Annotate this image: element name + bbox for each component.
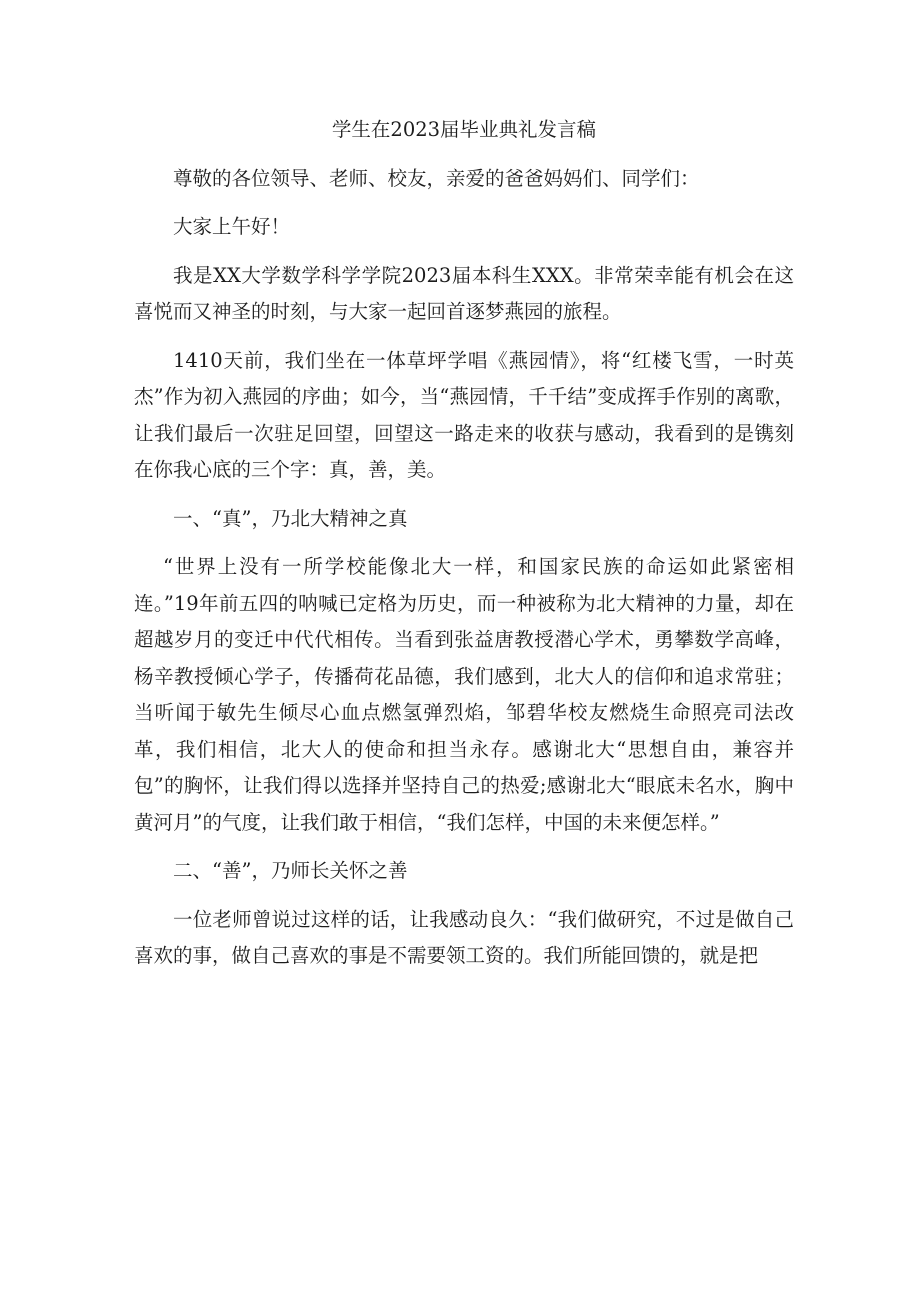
paragraph-salutation: 尊敬的各位领导、老师、校友，亲爱的爸爸妈妈们、同学们：: [173, 166, 700, 190]
document-title: 学生在2023届毕业典礼发言稿: [331, 118, 597, 141]
paragraph-journey: 1410天前，我们坐在一体草坪学唱《燕园情》，将“红楼飞雪，一时英杰”作为初入燕园的序曲；如今，当“燕园情，千千结”变成挥手作别的离歌，让我们最后一次驻足回望，回望这一路走来的收获与感动，我看到的是镌刻在你我心底的三个字：真，善，美。: [134, 348, 794, 481]
paragraph-greeting: 大家上午好！: [173, 215, 291, 238]
section-heading-truth: 一、“真”，乃北大精神之真: [173, 506, 408, 530]
section-heading-kindness: 二、“善”，乃师长关怀之善: [173, 859, 408, 882]
paragraph-introduction: 我是XX大学数学科学学院2023届本科生XXX。非常荣幸能有机会在这喜悦而又神圣的时刻，与大家一起回首逐梦燕园的旅程。: [134, 263, 794, 323]
document-body: [134, 112, 794, 987]
paragraph-kindness: 一位老师曾说过这样的话，让我感动良久：“我们做研究，不过是做自己喜欢的事，做自己喜欢的事是不需要领工资的。我们所能回馈的，就是把: [134, 907, 794, 967]
paragraph-truth: “世界上没有一所学校能像北大一样，和国家民族的命运如此紧密相连。”19年前五四的呐喊已定格为历史，而一种被称为北大精神的力量，却在超越岁月的变迁中代代相传。当看到张益唐教授潜心学术，勇攀数学高峰，杨辛教授倾心学子，传播荷花品德，我们感到，北大人的信仰和追求常驻；当听闻于敏先生倾尽心血点燃氢弹烈焰，邹碧华校友燃烧生命照亮司法改革，我们相信，北大人的使命和担当永存。感谢北大“思想自由，兼容并包”的胸怀，让我们得以选择并坚持自己的热爱;感谢北大“眼底未名水，胸中黄河月”的气度，让我们敢于相信，“我们怎样，中国的未来便怎样。”: [134, 555, 794, 834]
